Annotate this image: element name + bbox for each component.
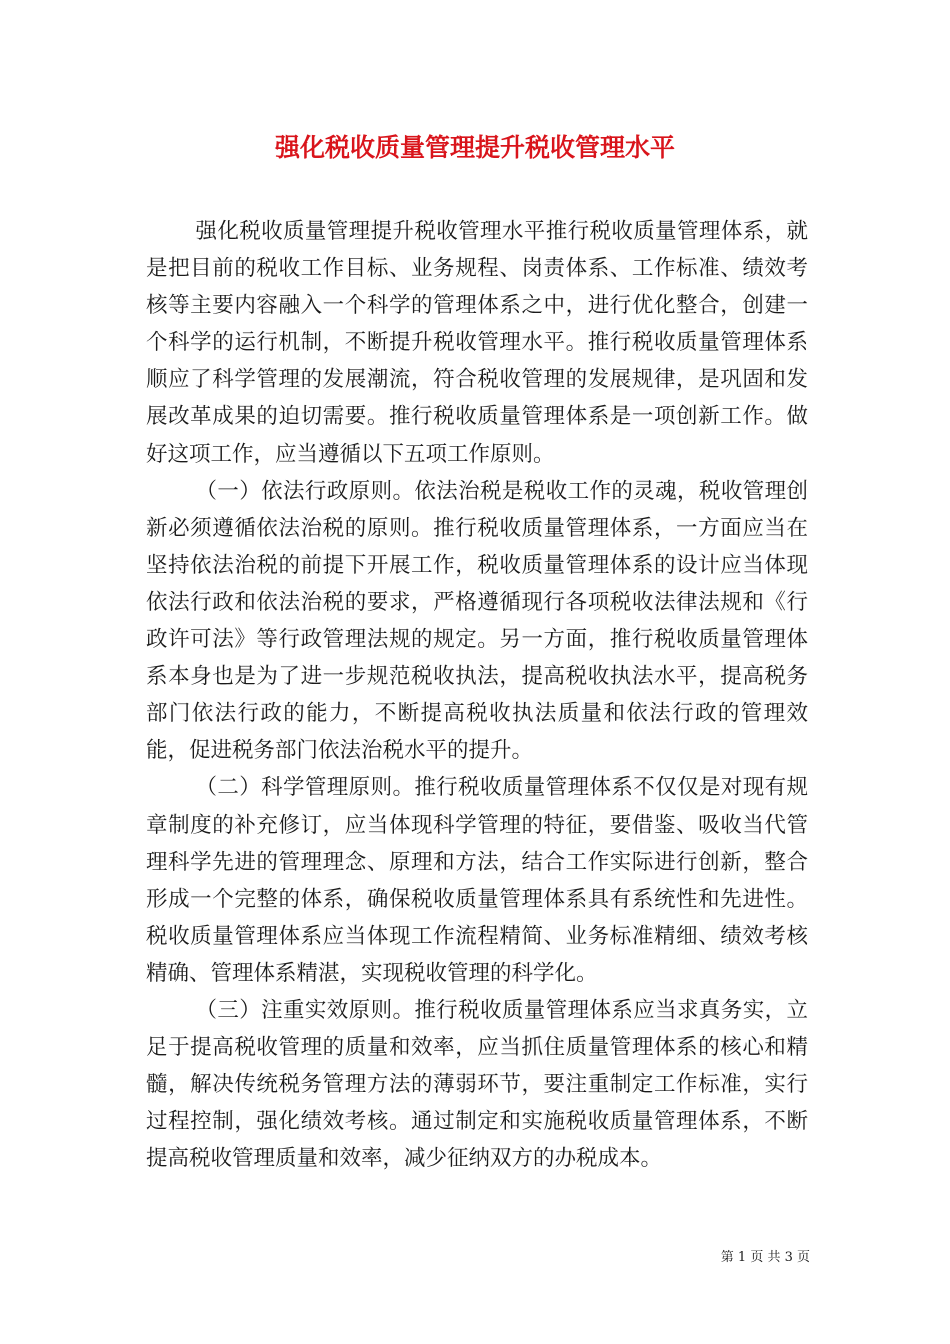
paragraph-principle-3: （三）注重实效原则。推行税收质量管理体系应当求真务实，立足于提高税收管理的质量和效率，应当抓住质量管理体系的核心和精髓，解决传统税务管理方法的薄弱环节，要注重制定工作标准，实行过程控制，强化绩效考核。通过制定和实施税收质量管理体系，不断提高税收管理质量和效率，减少征纳双方的办税成本。 (146, 997, 808, 1172)
document-title: 强化税收质量管理提升税收管理水平 (274, 133, 675, 162)
paragraph-principle-2: （二）科学管理原则。推行税收质量管理体系不仅仅是对现有规章制度的补充修订，应当体现科学管理的特征，要借鉴、吸收当代管理科学先进的管理理念、原理和方法，结合工作实际进行创新，整合形成一个完整的体系，确保税收质量管理体系具有系统性和先进性。税收质量管理体系应当体现工作流程精简、业务标准精细、绩效考核精确、管理体系精湛，实现税收管理的科学化。 (146, 775, 808, 986)
paragraph-intro: 强化税收质量管理提升税收管理水平推行税收质量管理体系，就是把目前的税收工作目标、业务规程、岗责体系、工作标准、绩效考核等主要内容融入一个科学的管理体系之中，进行优化整合，创建一个科学的运行机制，不断提升税收管理水平。推行税收质量管理体系顺应了科学管理的发展潮流，符合税收管理的发展规律，是巩固和发展改革成果的迫切需要。推行税收质量管理体系是一项创新工作。做好这项工作，应当遵循以下五项工作原则。 (146, 219, 808, 467)
document-body (146, 213, 808, 1177)
page-number-footer: 第 1 页 共 3 页 (720, 1250, 810, 1265)
paragraph-principle-1: （一）依法行政原则。依法治税是税收工作的灵魂，税收管理创新必须遵循依法治税的原则。推行税收质量管理体系，一方面应当在坚持依法治税的前提下开展工作，税收质量管理体系的设计应当体现依法行政和依法治税的要求，严格遵循现行各项税收法律法规和《行政许可法》等行政管理法规的规定。另一方面，推行税收质量管理体系本身也是为了进一步规范税收执法，提高税收执法水平，提高税务部门依法行政的能力，不断提高税收执法质量和依法行政的管理效能，促进税务部门依法治税水平的提升。 (146, 478, 808, 764)
